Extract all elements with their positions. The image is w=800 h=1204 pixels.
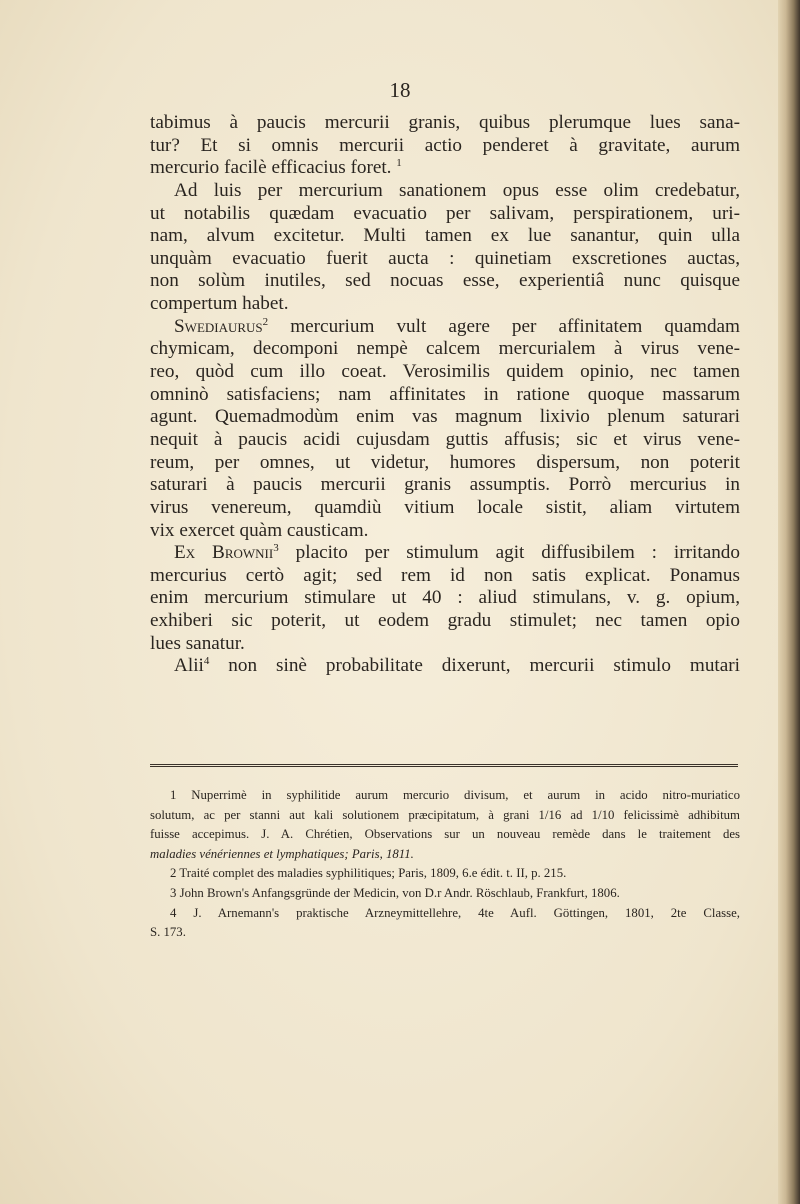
footnote-line: 2 Traité complet des maladies syphilitiques; Paris, 1809, 6.e édit. t. II, p. 215.: [170, 866, 567, 881]
footnote-ref: 2: [262, 315, 269, 328]
body-line: mercurio facilè efficacius foret. $^1$: [150, 157, 402, 179]
footnote-line: solutum, ac per stanni aut kali solutionem præcipitatum, à grani 1/16 ad 1/10 felicissimè adhibitum: [150, 807, 740, 822]
body-line: nam, alvum excitetur. Multi tamen ex lue sanantur, quin ulla: [150, 225, 740, 247]
body-line: mercurius certò agit; sed rem id non satis explicat. Ponamus: [150, 564, 740, 586]
body-line: nequit à paucis acidi cujusdam guttis affusis; sic et virus vene-: [150, 428, 740, 450]
body-line: non solùm inutiles, sed nocuas esse, experientiâ nunc quisque: [150, 270, 740, 292]
footnote-line: maladies vénériennes et lymphatiques; Paris, 1811.: [150, 846, 414, 861]
body-line: vix exercet quàm causticam.: [150, 519, 369, 541]
footnote-line: 3 John Brown's Anfangsgründe der Medicin, von D.r Andr. Röschlaub, Frankfurt, 1806.: [170, 885, 620, 900]
body-line: reum, per omnes, ut videtur, humores dispersum, non poterit: [150, 451, 740, 473]
body-line: compertum habet.: [150, 293, 289, 315]
footnote-line: S. 173.: [150, 925, 186, 940]
body-line: omninò satisfaciens; nam affinitates in ratione quoque massarum: [150, 383, 740, 405]
body-line: chymicam, decomponi nempè calcem mercurialem à virus vene-: [150, 338, 740, 360]
page-binding-edge: [778, 0, 800, 1204]
footnote-ref: 4: [203, 655, 210, 668]
footnotes: [150, 786, 740, 943]
body-line: saturari à paucis mercurii granis assumptis. Porrò mercurius in: [150, 474, 740, 496]
body-line: Swediaurus$^2$ mercurium vult agere per affinitatem quamdam: [174, 315, 740, 337]
body-line: reo, quòd cum illo coeat. Verosimilis quidem opinio, nec tamen: [150, 361, 740, 383]
body-line: exhiberi sic poterit, ut eodem gradu stimulet; nec tamen opio: [150, 610, 740, 632]
body-line: Ex Brownii$^3$ placito per stimulum agit diffusibilem : irritando: [174, 542, 740, 564]
body-text: [150, 112, 740, 678]
body-line: ut notabilis quædam evacuatio per salivam, perspirationem, uri-: [150, 202, 740, 224]
footnote-line: 4 J. Arnemann's praktische Arzneymittellehre, 4te Aufl. Göttingen, 1801, 2te Classe,: [170, 905, 740, 920]
footnote-separator: [150, 764, 738, 767]
body-line: enim mercurium stimulare ut 40 : aliud stimulans, v. g. opium,: [150, 587, 740, 609]
body-line: tabimus à paucis mercurii granis, quibus plerumque lues sana-: [150, 112, 740, 133]
body-line: Ad luis per mercurium sanationem opus esse olim credebatur,: [174, 179, 740, 201]
body-line: lues sanatur.: [150, 632, 245, 654]
body-line: unquàm evacuatio fuerit aucta : quinetiam exscretiones auctas,: [150, 247, 740, 269]
footnote-ref: 3: [273, 542, 279, 555]
body-line: virus venereum, quamdiù vitium locale sistit, aliam virtutem: [150, 496, 740, 518]
page-number: 18: [389, 78, 411, 102]
footnote-ref: 1: [396, 157, 402, 170]
body-line: tur? Et si omnis mercurii actio penderet à gravitate, aurum: [150, 134, 740, 156]
body-line: agunt. Quemadmodùm enim vas magnum lixivio plenum saturari: [150, 406, 740, 428]
footnote-line: 1 Nuperrimè in syphilitide aurum mercurio divisum, et aurum in acido nitro-muriatico: [170, 788, 740, 802]
body-line: Alii$^4$ non sinè probabilitate dixerunt, mercurii stimulo mutari: [174, 655, 740, 677]
footnote-line: fuisse accepimus. J. A. Chrétien, Observations sur un nouveau remède dans le traitement des: [150, 827, 740, 842]
